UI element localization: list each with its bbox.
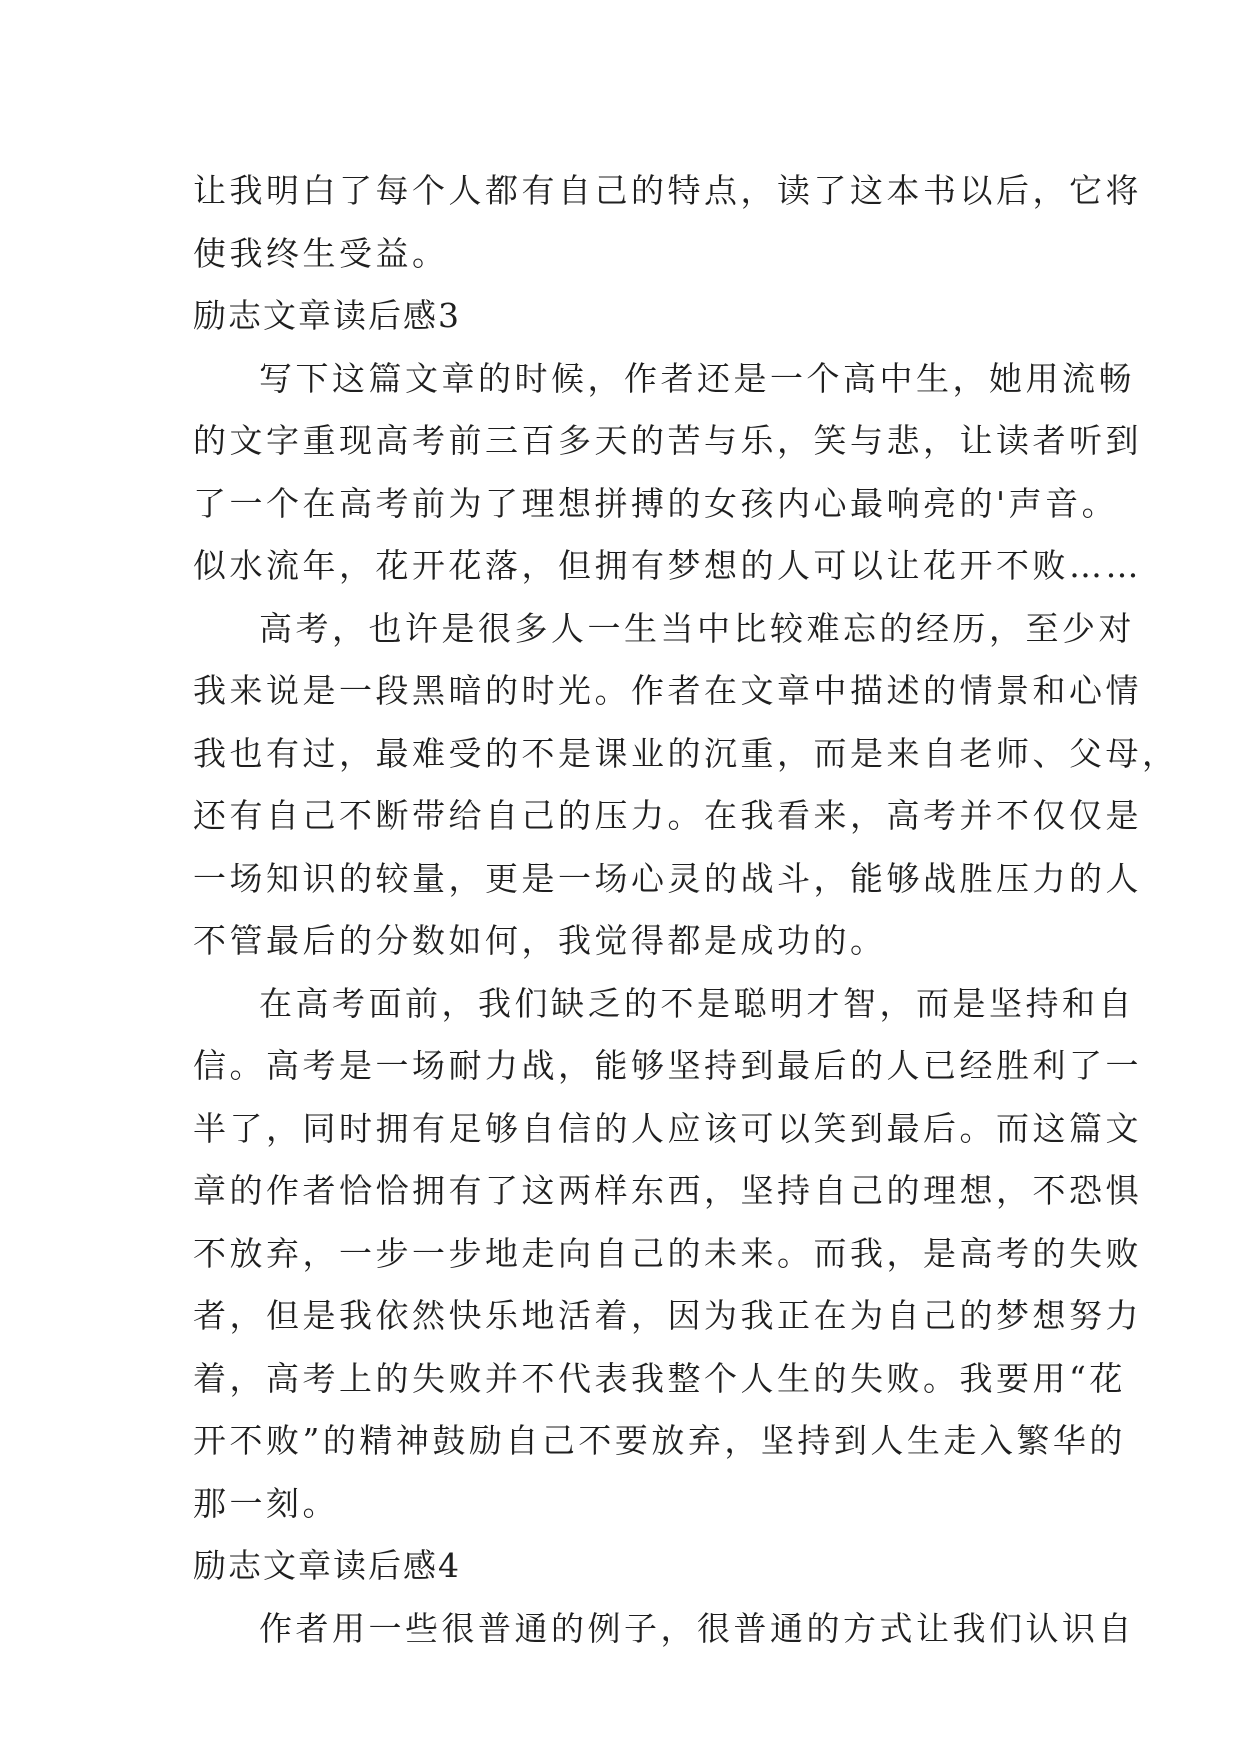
section-heading: 励志文章读后感4 [193,1546,461,1585]
body-line: 半了，同时拥有足够自信的人应该可以笑到最后。而这篇文 [193,1108,1142,1148]
body-line: 还有自己不断带给自己的压力。在我看来，高考并不仅仅是 [193,796,1142,835]
body-line: 开不败”的精神鼓励自己不要放弃，坚持到人生走入繁华的 [193,1421,1126,1460]
body-line: 让我明白了每个人都有自己的特点，读了这本书以后，它将 [193,171,1142,210]
body-line: 的文字重现高考前三百多天的苦与乐，笑与悲，让读者听到 [193,421,1142,460]
body-line: 着，高考上的失败并不代表我整个人生的失败。我要用“花 [193,1358,1126,1398]
body-line: 似水流年，花开花落，但拥有梦想的人可以让花开不败…… [193,546,1142,585]
paragraph-first-line: 高考，也许是很多人一生当中比较难忘的经历，至少对 [259,608,1135,648]
document-body [193,160,1179,1660]
body-line: 那一刻。 [193,1483,339,1523]
body-line: 不管最后的分数如何，我觉得都是成功的。 [193,921,887,960]
body-line: 我来说是一段黑暗的时光。作者在文章中描述的情景和心情 [193,671,1142,710]
body-line: 我也有过，最难受的不是课业的沉重，而是来自老师、父母， [193,733,1179,773]
body-line: 使我终生受益。 [193,233,449,273]
body-line: 了一个在高考前为了理想拼搏的女孩内心最响亮的'声音。 [193,483,1119,523]
body-line: 信。高考是一场耐力战，能够坚持到最后的人已经胜利了一 [193,1046,1142,1085]
section-heading: 励志文章读后感3 [193,296,461,335]
paragraph-first-line: 作者用一些很普通的例子，很普通的方式让我们认识自 [259,1608,1135,1648]
body-line: 不放弃，一步一步地走向自己的未来。而我，是高考的失败 [193,1233,1142,1273]
body-line: 者，但是我依然快乐地活着，因为我正在为自己的梦想努力 [193,1296,1142,1335]
body-line: 章的作者恰恰拥有了这两样东西，坚持自己的理想，不恐惧 [193,1171,1142,1210]
body-line: 一场知识的较量，更是一场心灵的战斗，能够战胜压力的人 [193,858,1142,898]
paragraph-first-line: 在高考面前，我们缺乏的不是聪明才智，而是坚持和自 [259,983,1135,1023]
paragraph-first-line: 写下这篇文章的时候，作者还是一个高中生，她用流畅 [259,358,1135,398]
